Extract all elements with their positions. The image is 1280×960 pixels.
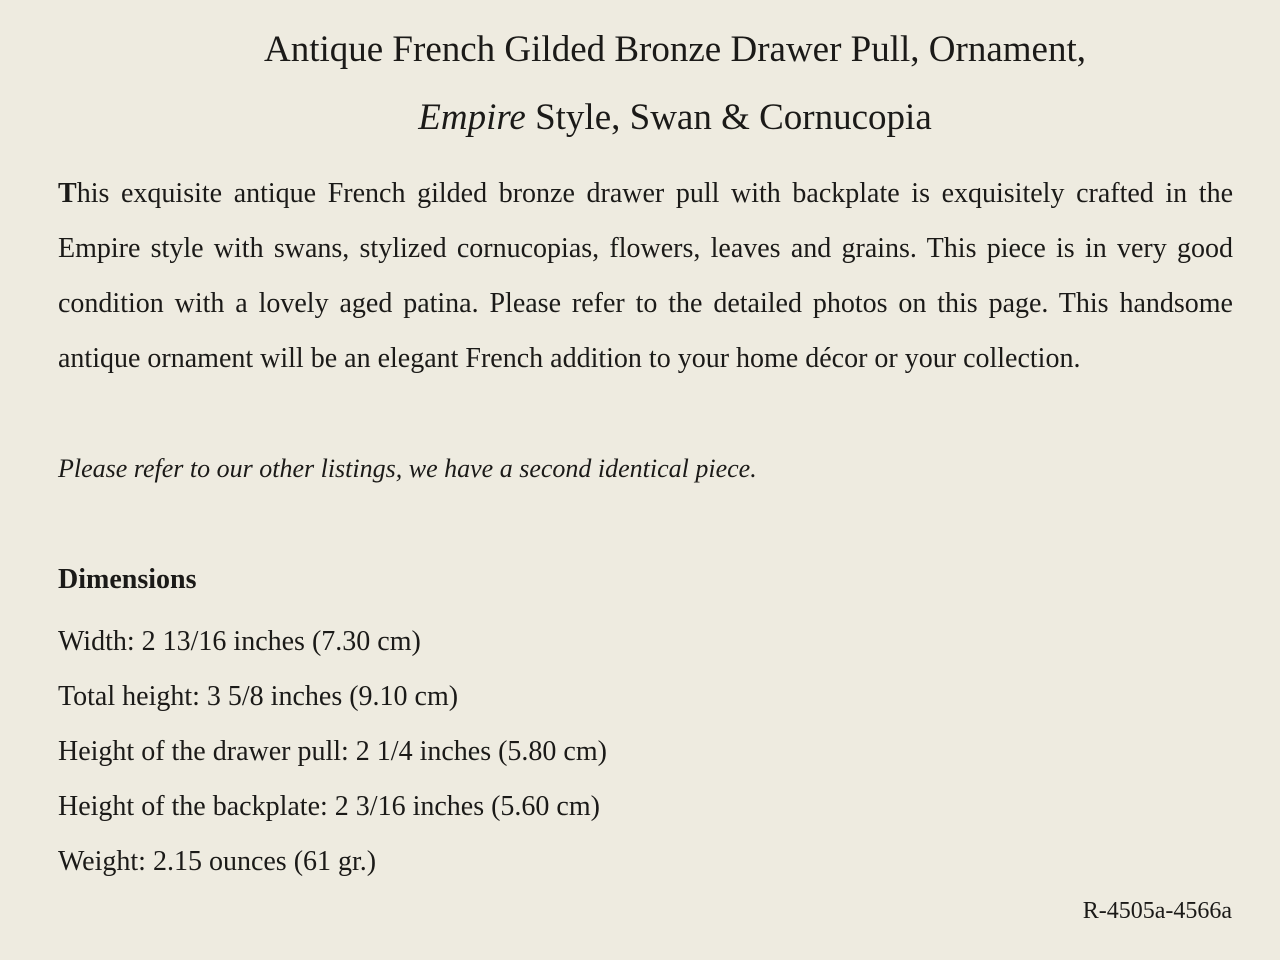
dimensions-list <box>58 614 607 889</box>
title-line-2 <box>0 96 1280 140</box>
other-listings-note: Please refer to our other listings, we have a second identical piece. <box>58 454 757 483</box>
description-dropcap: T <box>58 178 77 209</box>
title-line-2-rest: Style, Swan & Cornucopia <box>525 97 932 138</box>
dimensions-heading: Dimensions <box>58 564 197 595</box>
title-line-1: Antique French Gilded Bronze Drawer Pull, Ornament, <box>263 29 1086 70</box>
description-text: his exquisite antique French gilded bronze drawer pull with backplate is exquisitely crafted in the Empire style with swans, stylized cornucopias, flowers, leaves and grains. This piece is in very good condition with a lovely aged patina. Please refer to the detailed photos on this page. This handsome antique ornament will be an elegant French addition to your home décor or your collection. <box>58 178 1233 374</box>
description-paragraph <box>58 166 1233 386</box>
title-style-name: Empire <box>418 97 526 138</box>
reference-number: R-4505a-4566a <box>1082 898 1232 924</box>
dimension-pull-height: Height of the drawer pull: 2 1/4 inches (5.80 cm) <box>58 736 607 767</box>
dimension-backplate-height: Height of the backplate: 2 3/16 inches (5.60 cm) <box>58 791 600 822</box>
dimension-width: Width: 2 13/16 inches (7.30 cm) <box>58 626 421 657</box>
dimension-weight: Weight: 2.15 ounces (61 gr.) <box>58 846 377 877</box>
dimension-total-height: Total height: 3 5/8 inches (9.10 cm) <box>58 681 459 712</box>
